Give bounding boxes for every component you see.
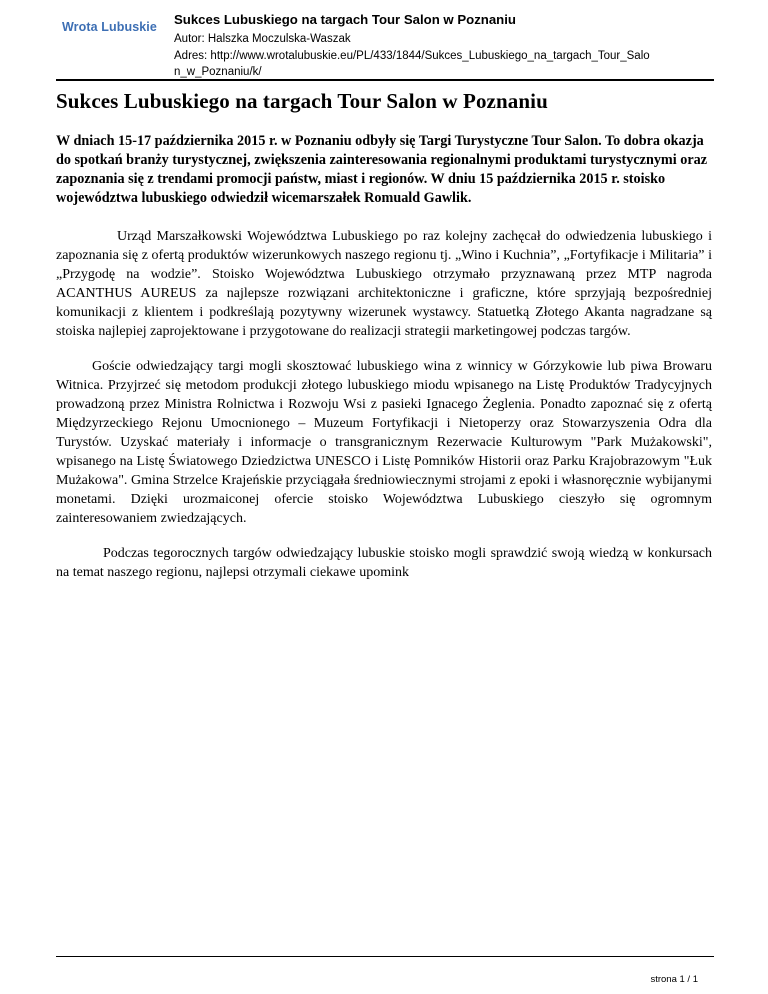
wrota-lubuskie-logo[interactable]: Wrota Lubuskie — [62, 20, 157, 34]
article-lead: W dniach 15-17 października 2015 r. w Poznaniu odbyły się Targi Turystyczne Tour Salon. To dobra okazja do spotkań branży turystycznej, zwiększenia zainteresowania regionalnymi produktami turystycznymi oraz zapoznania się z trendami promocji państw, miast i regionów. W dniu 15 października 2015 r. stoisko województwa lubuskiego odwiedził wicemarszałek Romuald Gawlik. — [56, 133, 708, 206]
article-paragraph: Goście odwiedzający targi mogli skosztować lubuskiego wina z winnicy w Górzykowie lub piwa Browaru Witnica. Przyjrzeć się metodom produkcji złotego lubuskiego miodu wpisanego na Listę Produktów Tradycyjnych prowadzoną przez Ministra Rolnictwa i Rozwoju Wsi z pasieki Ignacego Żeglenia. Ponadto zapoznać się z ofertą Międzyrzeckiego Rejonu Umocnionego – Muzeum Fortyfikacji i Nietoperzy oraz Stowarzyszenia Odra dla Turystów. Uzyskać materiały i informacje o transgranicznym Rezerwacie Kulturowym "Park Mużakowski", wpisanego na Listę Światowego Dziedzictwa UNESCO i Listę Pomników Historii oraz Parku Krajobrazowym "Łuk Mużakowa". Gmina Strzelce Krajeńskie przyciągała średniowiecznymi strojami z epoki i własnoręcznie wybijanymi monetami. Dzięki urozmaiconej ofercie stoisko Województwa Lubuskiego cieszyło się ogromnym zainteresowaniem zwiedzających. — [56, 359, 712, 526]
header-author: Autor: Halszka Moczulska-Waszak — [174, 33, 351, 45]
header-divider — [56, 79, 714, 81]
header-address-line-1: Adres: http://www.wrotalubuskie.eu/PL/433/1844/Sukces_Lubuskiego_na_targach_Tour_Salo — [174, 50, 650, 62]
header-title: Sukces Lubuskiego na targach Tour Salon w Poznaniu — [174, 12, 516, 27]
document-header — [0, 0, 768, 80]
article-paragraph: Urząd Marszałkowski Województwa Lubuskiego po raz kolejny zachęcał do odwiedzenia lubuskiego i zapoznania się z ofertą produktów wizerunkowych naszego regionu tj. „Wino i Kuchnia”, „Fortyfikacje i Militaria” i „Przygodę na wodzie”. Stoisko Województwa Lubuskiego otrzymało przyznawaną przez MTP nagroda ACANTHUS AUREUS za najlepsze rozwiązani architektoniczne i graficzne, które sprzyjają bezpośredniej komunikacji z klientem i podkreślają pozytywny wizerunek wystawcy. Statuetką Złotego Akanta nagradzane są stoiska najlepiej zaprojektowane i przygotowane do realizacji strategii marketingowej podczas targów. — [56, 229, 712, 339]
article-title: Sukces Lubuskiego na targach Tour Salon w Poznaniu — [56, 89, 548, 113]
page-number: strona 1 / 1 — [650, 974, 698, 985]
article-body — [56, 88, 712, 582]
footer-divider — [56, 956, 714, 957]
header-address-line-2: n_w_Poznaniu/k/ — [174, 66, 262, 78]
article-paragraph: Podczas tegorocznych targów odwiedzający lubuskie stoisko mogli sprawdzić swoją wiedzą w konkursach na temat naszego regionu, najlepsi otrzymali ciekawe upomink — [56, 546, 712, 580]
header-address — [174, 48, 714, 80]
